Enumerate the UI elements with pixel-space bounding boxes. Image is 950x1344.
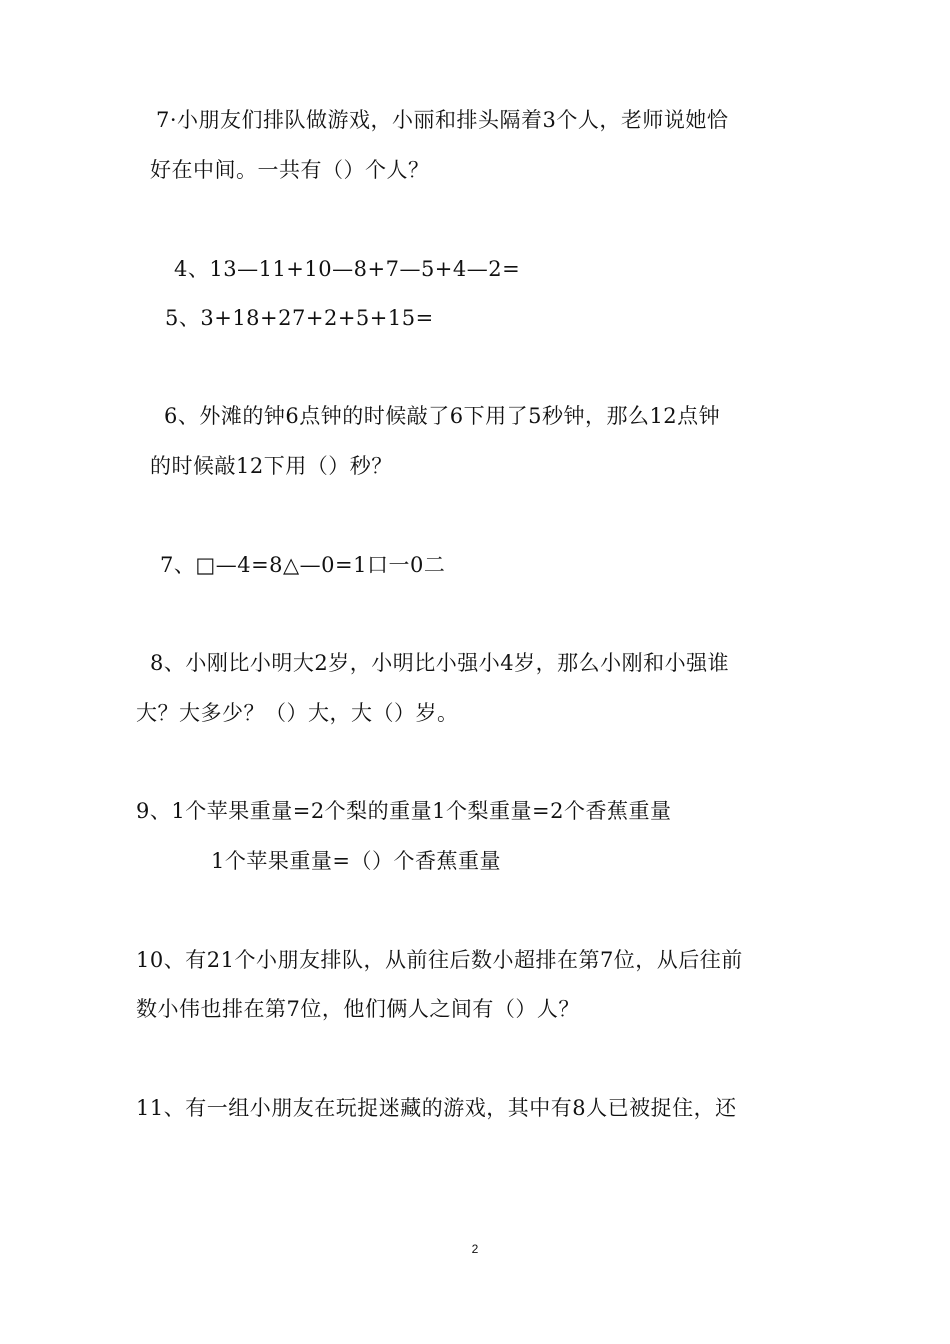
q11-line-1: 11、有一组小朋友在玩捉迷藏的游戏，其中有8人已被捉住，还 [136, 1096, 737, 1120]
q4-line: 4、13—11+10—8+7—5+4—2= [174, 257, 521, 281]
q8-line-2: 大？大多少？（）大，大（）岁。 [136, 701, 459, 725]
q6-line-2: 的时候敲12下用（）秒？ [150, 454, 393, 478]
q6-line-1: 6、外滩的钟6点钟的时候敲了6下用了5秒钟，那么12点钟 [164, 404, 721, 428]
q9-line-1: 9、1个苹果重量=2个梨的重量1个梨重量=2个香蕉重量 [136, 799, 672, 823]
q5-line: 5、3+18+27+2+5+15= [165, 306, 434, 330]
q7a-line-2: 好在中间。一共有（）个人？ [150, 158, 430, 182]
q10-line-1: 10、有21个小朋友排队，从前往后数小超排在第7位，从后往前 [136, 948, 743, 972]
q8-line-1: 8、小刚比小明大2岁，小明比小强小4岁，那么小刚和小强谁 [150, 651, 730, 675]
page-number: 2 [471, 1242, 479, 1256]
q9-line-2: 1个苹果重量=（）个香蕉重量 [211, 849, 501, 873]
q7a-line-1: 7·小朋友们排队做游戏，小丽和排头隔着3个人，老师说她恰 [156, 108, 729, 132]
q10-line-2: 数小伟也排在第7位，他们俩人之间有（）人？ [136, 997, 580, 1021]
q7-line: 7、□—4=8△—0=1口一0二 [160, 553, 446, 577]
